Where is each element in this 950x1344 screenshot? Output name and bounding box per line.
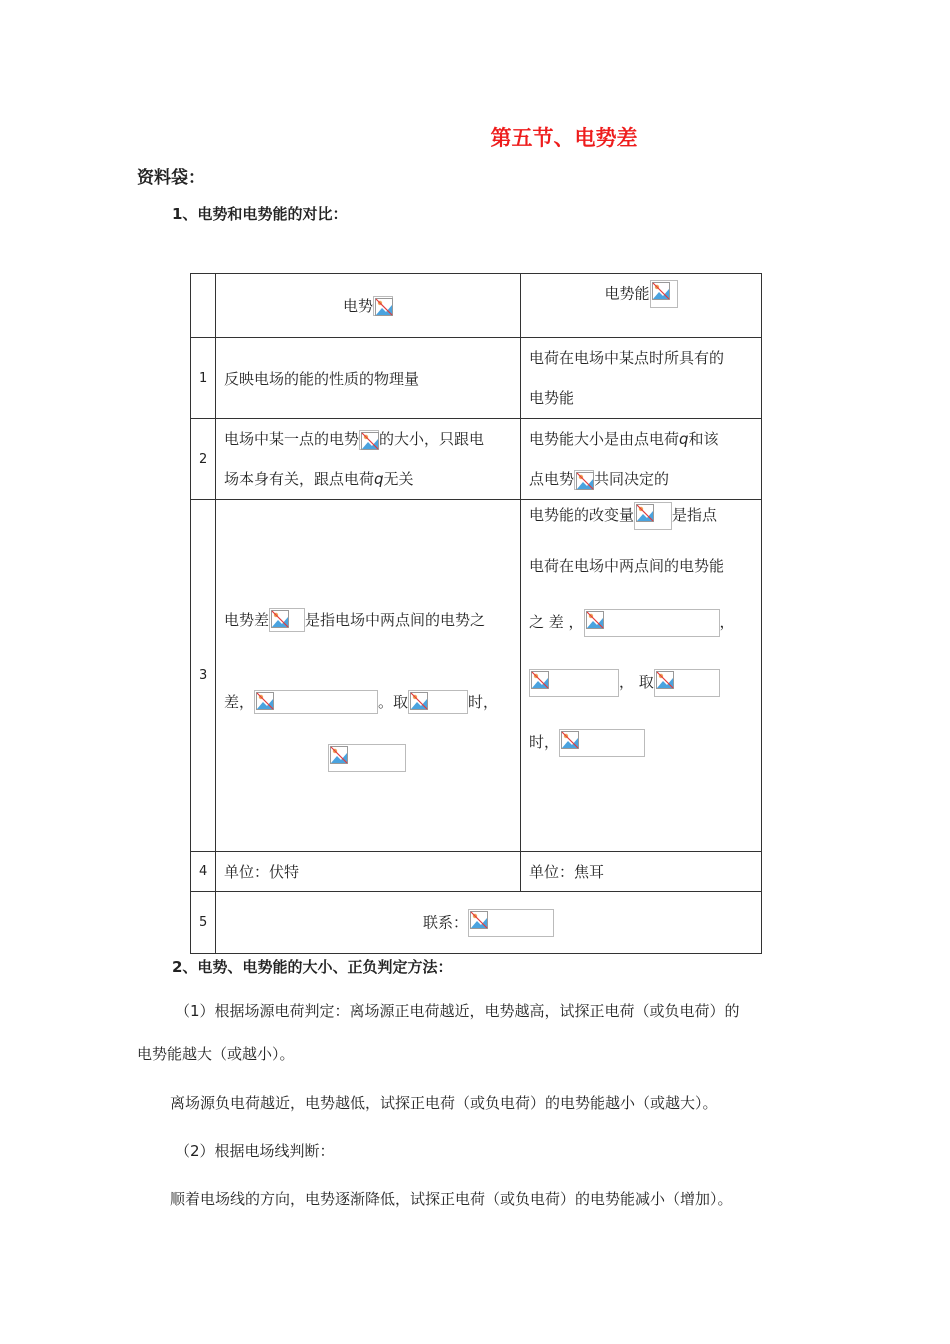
row3-right-text: 电势能的改变量: [529, 506, 635, 524]
section-label: 资料袋：: [137, 168, 205, 188]
row2-right-text: 点电势: [529, 470, 575, 488]
row1-right-line2: 电势能: [529, 389, 575, 407]
row2-right: [521, 419, 762, 500]
row4-left: 单位：伏特: [216, 852, 521, 892]
header-energy-label: 电势能: [604, 284, 650, 303]
paragraph-4: 顺着电场线的方向，电势逐渐降低，试探正电荷（或负电荷）的电势能减小（增加）。: [170, 1190, 733, 1208]
paragraph-1b: 电势能越大（或越小）。: [137, 1045, 295, 1063]
row-number: 5: [191, 892, 216, 954]
broken-image-icon: [359, 430, 379, 450]
row4-right: 单位：焦耳: [521, 852, 762, 892]
row-number: 4: [191, 852, 216, 892]
broken-image-icon: [584, 609, 720, 637]
broken-image-icon: [254, 690, 378, 714]
broken-image-icon: [269, 608, 305, 632]
charge-symbol: q: [679, 430, 689, 448]
header-potential-label: 电势: [342, 296, 373, 315]
row3-right-text: 是指点: [672, 506, 718, 524]
row1-left: 反映电场的能的性质的物理量: [216, 338, 521, 419]
broken-image-icon: [529, 669, 619, 697]
row1-right-line1: 电荷在电场中某点时所具有的: [529, 349, 725, 367]
row2-right-text: 共同决定的: [594, 470, 670, 488]
row3-left-text: 电势差: [224, 610, 270, 629]
row1-right: [521, 338, 762, 419]
broken-image-icon: [408, 690, 468, 714]
broken-image-icon: [650, 280, 678, 308]
subheading-methods: 2、电势、电势能的大小、正负判定方法：: [172, 958, 453, 976]
broken-image-icon: [468, 909, 554, 937]
row5-relation: [216, 892, 762, 954]
paragraph-2: 离场源负电荷越近，电势越低，试探正电荷（或负电荷）的电势能越小（或越大）。: [170, 1094, 718, 1112]
broken-image-icon: [328, 744, 406, 772]
row3-left-text: 是指电场中两点间的电势之: [305, 610, 486, 629]
row3-right-text: ，: [719, 613, 735, 631]
row2-left: [216, 419, 521, 500]
row3-left-text: 时，: [468, 692, 499, 711]
row3-right-text: ， 取: [619, 673, 654, 691]
broken-image-icon: [373, 296, 393, 316]
broken-image-icon: [559, 729, 645, 757]
broken-image-icon: [634, 502, 672, 530]
row2-right-text: 和该: [688, 430, 719, 448]
charge-symbol: q: [374, 470, 384, 488]
row-number: 1: [191, 338, 216, 419]
row3-left: [216, 500, 521, 852]
comparison-table: [190, 273, 762, 954]
relation-label: 联系：: [422, 913, 468, 931]
row2-right-text: 电势能大小是由点电荷: [529, 430, 680, 448]
row-number: 3: [191, 500, 216, 852]
row3-right-text: 之 差 ，: [529, 613, 584, 631]
broken-image-icon: [574, 470, 594, 490]
row2-left-text: 场本身有关，跟点电荷: [224, 470, 375, 488]
header-potential-energy: [521, 274, 762, 338]
header-num-cell: [191, 274, 216, 338]
row2-left-text: 的大小，只跟电: [379, 430, 485, 448]
broken-image-icon: [654, 669, 720, 697]
header-potential: [216, 274, 521, 338]
subheading-comparison: 1、电势和电势能的对比：: [172, 205, 348, 223]
paragraph-3: （2）根据电场线判断：: [175, 1142, 335, 1160]
row-number: 2: [191, 419, 216, 500]
row2-left-text: 电场中某一点的电势: [224, 430, 360, 448]
row3-left-text: 差，: [224, 692, 255, 711]
row3-right-text: 时，: [529, 733, 560, 751]
row3-right: [521, 500, 762, 852]
page-title: 第五节、电势差: [490, 126, 638, 150]
paragraph-1a: （1）根据场源电荷判定：离场源正电荷越近，电势越高，试探正电荷（或负电荷）的: [175, 1002, 740, 1020]
row3-right-text: 电荷在电场中两点间的电势能: [529, 557, 725, 575]
row2-left-text: 无关: [383, 470, 414, 488]
row3-left-text: 。取: [378, 692, 409, 711]
